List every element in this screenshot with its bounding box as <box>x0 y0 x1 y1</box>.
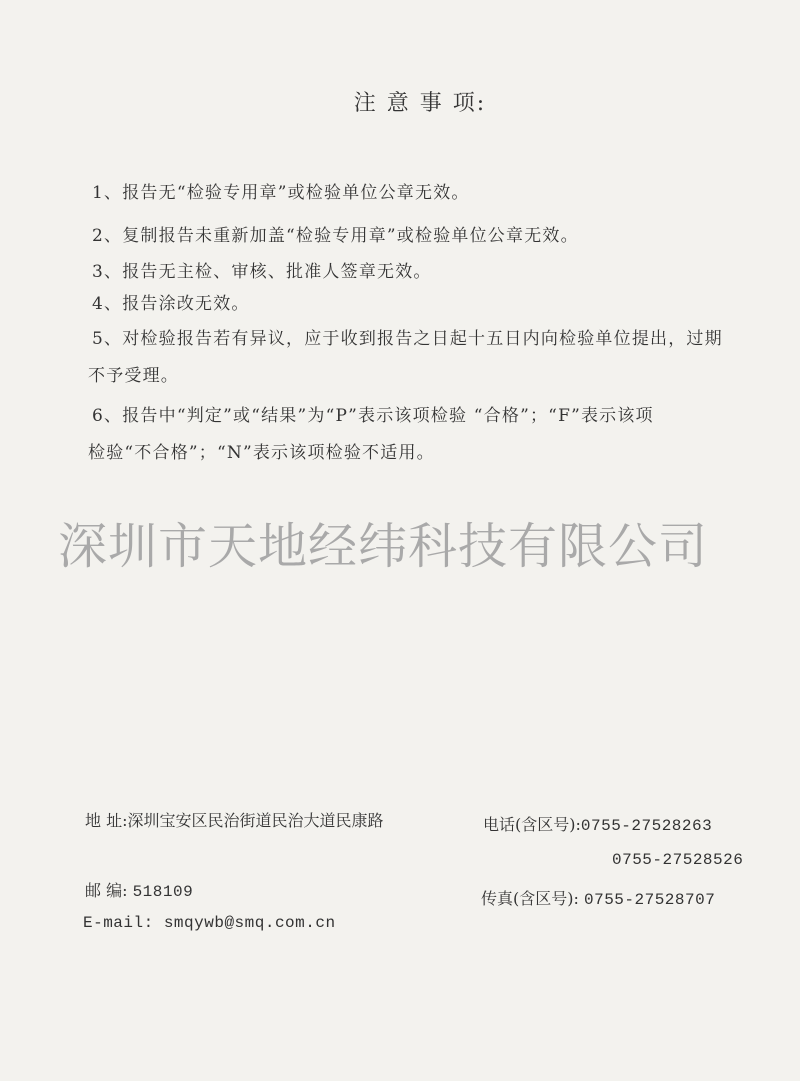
postcode-row <box>85 878 193 901</box>
fax-label: 传真(含区号): <box>481 889 579 908</box>
email-row <box>83 914 336 932</box>
watermark: 深圳市天地经纬科技有限公司 <box>58 518 709 575</box>
phone-value-1: 0755-27528263 <box>580 817 713 835</box>
note-item: 1、报告无“检验专用章”或检验单位公章无效。 <box>92 183 470 203</box>
phone-row <box>483 812 712 835</box>
note-item-continuation: 检验“不合格”；“N”表示该项检验不适用。 <box>88 443 435 463</box>
phone-value-2: 0755-27528526 <box>612 851 744 869</box>
note-item: 2、复制报告未重新加盖“检验专用章”或检验单位公章无效。 <box>92 226 579 246</box>
postcode-value: 518109 <box>132 883 194 901</box>
page-title: 注 意 事 项: <box>353 91 487 116</box>
address-value: 深圳宝安区民治街道民治大道民康路 <box>127 811 384 830</box>
address-label: 地 址: <box>85 811 128 830</box>
note-item: 5、对检验报告若有异议，应于收到报告之日起十五日内向检验单位提出，过期 <box>92 329 723 349</box>
fax-value: 0755-27528707 <box>583 891 716 909</box>
email-value: smqywb@smq.com.cn <box>163 914 336 932</box>
note-item: 6、报告中“判定”或“结果”为“P”表示该项检验 “合格”；“F”表示该项 <box>92 406 654 426</box>
phone-label: 电话(含区号): <box>483 815 581 834</box>
email-label: E-mail: <box>83 914 154 932</box>
note-item: 4、报告涂改无效。 <box>92 294 250 314</box>
note-item: 3、报告无主检、审核、批准人签章无效。 <box>92 262 432 282</box>
fax-row <box>481 886 715 909</box>
address-row <box>85 808 384 831</box>
postcode-label: 邮 编: <box>85 881 128 900</box>
note-item-continuation: 不予受理。 <box>88 366 179 386</box>
